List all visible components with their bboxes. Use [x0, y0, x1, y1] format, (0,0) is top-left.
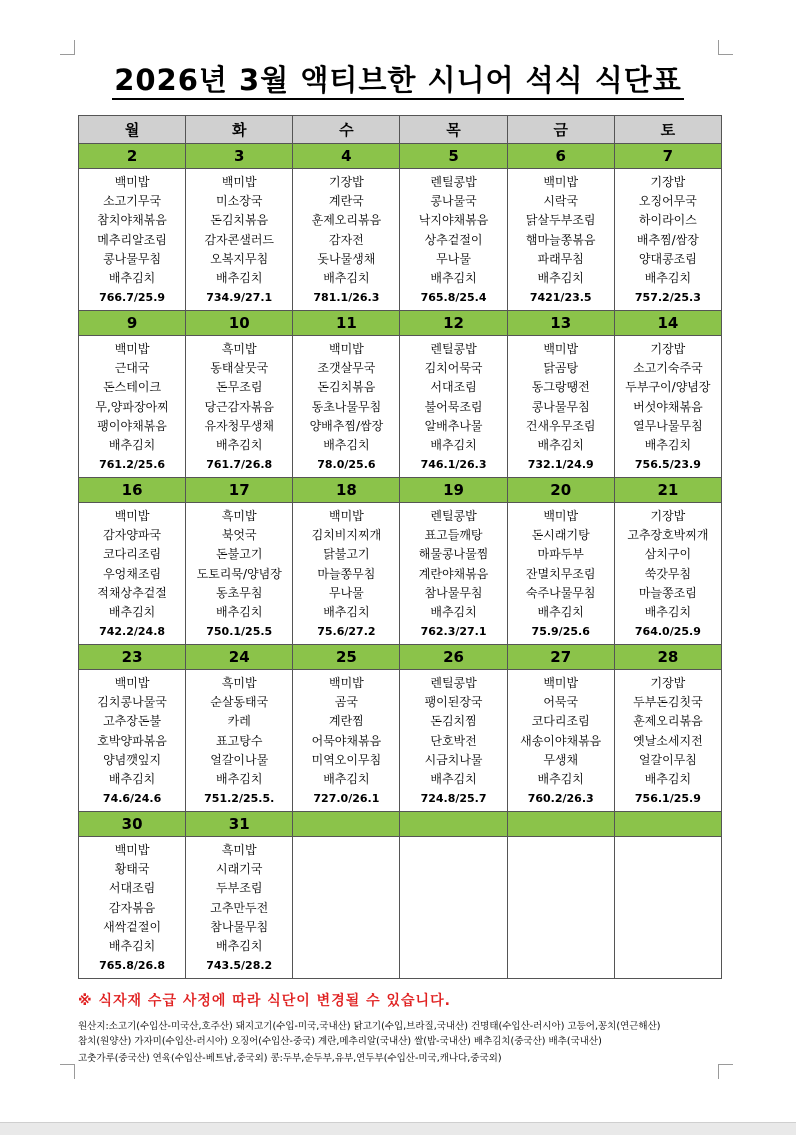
menu-item: 카레 — [227, 714, 251, 729]
date-cell: 13 — [507, 311, 614, 336]
menu-item: 기장밥 — [650, 676, 686, 690]
meal-cell — [507, 336, 614, 478]
date-cell: 17 — [186, 478, 293, 503]
menu-item: 렌틸콩밥 — [430, 509, 477, 523]
menu-item: 백미밥 — [114, 175, 150, 189]
meal-cell — [614, 837, 721, 979]
menu-item: 백미밥 — [221, 175, 257, 189]
menu-item: 건새우무조림 — [525, 418, 596, 433]
menu-item: 햄마늘쫑볶음 — [525, 232, 596, 247]
date-cell: 20 — [507, 478, 614, 503]
date-row — [79, 812, 722, 837]
menu-item: 배추김치 — [323, 771, 370, 786]
menu-item: 백미밥 — [329, 509, 364, 523]
menu-item: 무,양파장아찌 — [95, 399, 169, 414]
menu-item: 무나물 — [329, 585, 364, 600]
date-cell — [400, 812, 507, 837]
date-cell: 6 — [507, 144, 614, 169]
date-cell: 30 — [79, 812, 186, 837]
calorie-protein-value: 727.0/26.1 — [313, 792, 380, 806]
menu-item: 백미밥 — [329, 676, 364, 690]
menu-item: 배추김치 — [323, 437, 370, 452]
calorie-protein-value: 756.5/23.9 — [634, 458, 701, 472]
menu-item: 기장밥 — [650, 509, 686, 523]
calorie-protein-value: 756.1/25.9 — [634, 792, 701, 806]
weekday-mon: 월 — [79, 116, 186, 144]
menu-item: 서대조림 — [430, 380, 477, 395]
menu-item: 동초나물무침 — [311, 399, 382, 414]
date-cell: 21 — [614, 478, 721, 503]
menu-item: 알배추나물 — [424, 418, 483, 433]
menu-item: 배추김치 — [323, 270, 370, 285]
meal-cell — [186, 336, 293, 478]
meal-cell — [400, 336, 507, 478]
menu-item: 서대조림 — [108, 881, 156, 896]
menu-item: 배추김치 — [537, 604, 584, 619]
meal-cell — [186, 169, 293, 311]
calorie-protein-value: 757.2/25.3 — [634, 291, 701, 305]
menu-item: 당근감자볶음 — [204, 399, 275, 414]
menu-item: 새싹겉절이 — [103, 919, 162, 934]
menu-item: 닭불고기 — [323, 547, 370, 562]
menu-item: 해물콩나물찜 — [418, 547, 489, 562]
meal-cell — [507, 837, 614, 979]
meal-row — [79, 670, 722, 812]
origin-line-1: 원산지:소고기(수입산-미국산,호주산) 돼지고기(수입-미국,국내산) 닭고기(수입,브라질,국내산) 건명태(수입산-러시아) 고등어,꽁치(연근해산) — [78, 1021, 661, 1032]
menu-item: 양념깻잎지 — [103, 752, 162, 767]
crop-mark-top-left — [60, 40, 75, 55]
calorie-protein-value: 742.2/24.8 — [99, 625, 166, 639]
meal-cell — [293, 169, 400, 311]
menu-item: 무나물 — [436, 251, 471, 266]
meal-cell — [79, 336, 186, 478]
date-cell: 2 — [79, 144, 186, 169]
date-cell: 28 — [614, 645, 721, 670]
menu-item: 돈스테이크 — [103, 380, 162, 395]
meal-cell — [400, 670, 507, 812]
date-cell: 9 — [79, 311, 186, 336]
date-row — [79, 478, 722, 503]
calorie-protein-value: 724.8/25.7 — [420, 792, 487, 806]
crop-mark-top-right — [718, 40, 733, 55]
menu-item: 콩나물무침 — [531, 399, 590, 414]
calorie-protein-value: 761.7/26.8 — [206, 458, 273, 472]
calorie-protein-value: 761.2/25.6 — [99, 458, 166, 472]
calorie-protein-value: 750.1/25.5 — [206, 625, 273, 639]
menu-item: 배추김치 — [108, 604, 156, 619]
menu-item: 황태국 — [114, 862, 150, 877]
meal-cell — [400, 503, 507, 645]
date-cell: 5 — [400, 144, 507, 169]
menu-table — [78, 115, 722, 979]
calorie-protein-value: 751.2/25.5. — [204, 792, 275, 806]
date-row — [79, 144, 722, 169]
menu-item: 팽이된장국 — [424, 695, 483, 710]
calorie-protein-value: 78.0/25.6 — [317, 458, 376, 472]
date-cell: 3 — [186, 144, 293, 169]
menu-item: 배추김치 — [644, 771, 692, 786]
menu-item: 돗나물생채 — [317, 251, 376, 266]
menu-item: 마파두부 — [537, 547, 584, 562]
menu-item: 배추김치 — [216, 771, 263, 786]
menu-item: 배추김치 — [108, 270, 156, 285]
menu-item: 근대국 — [114, 361, 150, 376]
menu-item: 돈불고기 — [216, 547, 263, 562]
menu-item: 배추김치 — [644, 437, 692, 452]
calorie-protein-value: 764.0/25.9 — [634, 625, 701, 639]
crop-mark-bottom-left — [60, 1064, 75, 1079]
menu-item: 열무나물무침 — [633, 418, 703, 433]
notice-text: ※ 식자재 수급 사정에 따라 식단이 변경될 수 있습니다. — [78, 993, 451, 1009]
date-cell: 12 — [400, 311, 507, 336]
menu-item: 백미밥 — [114, 843, 150, 857]
menu-item: 동그랑땡전 — [531, 380, 590, 395]
menu-item: 참치야채볶음 — [97, 213, 167, 228]
menu-item: 하이라이스 — [638, 213, 697, 228]
menu-item: 양대콩조림 — [638, 251, 697, 266]
meal-cell — [614, 336, 721, 478]
meal-cell — [79, 670, 186, 812]
menu-item: 백미밥 — [114, 342, 150, 356]
menu-item: 마늘쫑조림 — [638, 585, 697, 600]
calorie-protein-value: 75.6/27.2 — [317, 625, 376, 639]
menu-item: 흑미밥 — [221, 843, 257, 857]
menu-item: 버섯야채볶음 — [633, 399, 703, 414]
meal-row — [79, 336, 722, 478]
menu-item: 낙지야채볶음 — [418, 213, 489, 228]
menu-item: 곰국 — [334, 695, 358, 710]
menu-item: 배추김치 — [108, 771, 156, 786]
weekday-wed: 수 — [293, 116, 400, 144]
menu-item: 배추김치 — [323, 604, 370, 619]
meal-cell — [614, 503, 721, 645]
menu-item: 새송이야채볶음 — [520, 733, 602, 748]
menu-item: 미역오이무침 — [311, 752, 382, 767]
menu-item: 고추만두전 — [210, 900, 269, 915]
menu-item: 소고기숙주국 — [633, 361, 703, 376]
menu-item: 얼갈이나물 — [210, 752, 269, 767]
menu-item: 순살동태국 — [210, 695, 269, 710]
meal-cell — [293, 670, 400, 812]
calorie-protein-value: 743.5/28.2 — [206, 959, 273, 973]
menu-item: 배추김치 — [644, 604, 692, 619]
menu-item: 계란야채볶음 — [418, 566, 489, 581]
weekday-sat: 토 — [614, 116, 721, 144]
menu-item: 감자양파국 — [103, 528, 162, 543]
menu-item: 두부구이/양념장 — [625, 380, 711, 395]
menu-item: 호박양파볶음 — [97, 733, 167, 748]
menu-item: 백미밥 — [543, 509, 579, 523]
date-cell: 18 — [293, 478, 400, 503]
menu-item: 팽이야채볶음 — [97, 418, 167, 433]
calorie-protein-value: 75.9/25.6 — [531, 625, 590, 639]
calorie-protein-value: 765.8/25.4 — [420, 291, 487, 305]
menu-item: 배추찜/쌈장 — [636, 232, 699, 247]
date-cell: 4 — [293, 144, 400, 169]
menu-item: 콩나물무침 — [103, 251, 162, 266]
menu-item: 배추김치 — [216, 437, 263, 452]
meal-cell — [186, 670, 293, 812]
calorie-protein-value: 766.7/25.9 — [99, 291, 166, 305]
menu-item: 흑미밥 — [221, 676, 257, 690]
menu-item: 잔멸치무조림 — [525, 566, 596, 581]
menu-item: 파래무침 — [537, 251, 584, 266]
menu-item: 동초무침 — [216, 585, 263, 600]
menu-item: 쑥갓무침 — [644, 566, 692, 581]
menu-item: 김치비지찌개 — [311, 528, 382, 543]
date-cell: 10 — [186, 311, 293, 336]
menu-item: 계란찜 — [329, 714, 364, 729]
meal-row — [79, 503, 722, 645]
date-cell: 16 — [79, 478, 186, 503]
menu-item: 소고기무국 — [103, 194, 162, 209]
date-cell: 23 — [79, 645, 186, 670]
meal-cell — [614, 169, 721, 311]
menu-item: 배추김치 — [644, 270, 692, 285]
menu-item: 마늘쫑무침 — [317, 566, 376, 581]
weekday-tue: 화 — [186, 116, 293, 144]
menu-item: 두부조림 — [216, 881, 263, 896]
menu-item: 렌틸콩밥 — [430, 676, 477, 690]
menu-item: 고추장호박찌개 — [627, 528, 709, 543]
date-cell — [293, 812, 400, 837]
meal-cell — [293, 336, 400, 478]
menu-item: 배추김치 — [537, 771, 584, 786]
weekday-thu: 목 — [400, 116, 507, 144]
menu-item: 유자청무생채 — [204, 418, 275, 433]
calorie-protein-value: 760.2/26.3 — [527, 792, 594, 806]
menu-item: 배추김치 — [216, 938, 263, 953]
menu-item: 참나물무침 — [424, 585, 483, 600]
menu-item: 렌틸콩밥 — [430, 175, 477, 189]
date-cell: 24 — [186, 645, 293, 670]
date-cell: 11 — [293, 311, 400, 336]
viewer-bottom-strip — [0, 1122, 796, 1135]
meal-cell — [79, 503, 186, 645]
menu-item: 김치어묵국 — [424, 361, 483, 376]
menu-item: 렌틸콩밥 — [430, 342, 477, 356]
meal-cell — [507, 169, 614, 311]
calorie-protein-value: 765.8/26.8 — [99, 959, 166, 973]
menu-item: 배추김치 — [537, 270, 584, 285]
menu-item: 배추김치 — [216, 604, 263, 619]
menu-item: 닭살두부조림 — [525, 213, 596, 228]
meal-cell — [400, 837, 507, 979]
meal-row — [79, 169, 722, 311]
crop-mark-bottom-right — [718, 1064, 733, 1079]
menu-item: 흑미밥 — [221, 342, 257, 356]
menu-item: 얼갈이무침 — [638, 752, 697, 767]
menu-item: 단호박전 — [430, 733, 477, 748]
menu-item: 백미밥 — [114, 509, 150, 523]
calorie-protein-value: 781.1/26.3 — [313, 291, 380, 305]
menu-item: 우엉채조림 — [103, 566, 162, 581]
origin-line-2: 참치(원양산) 가자미(수입산-러시아) 오징어(수입산-중국) 계란,메추리알(국내산) 쌀(밥-국내산) 배추김치(중국산) 배추(국내산) — [78, 1036, 602, 1047]
meal-cell — [507, 670, 614, 812]
menu-item: 고추장돈불 — [103, 714, 162, 729]
menu-item: 훈제오리볶음 — [311, 213, 382, 228]
menu-item: 표고들깨탕 — [424, 528, 483, 543]
meal-cell — [79, 169, 186, 311]
meal-cell — [507, 503, 614, 645]
menu-item: 상추겉절이 — [424, 232, 483, 247]
date-cell — [507, 812, 614, 837]
date-cell: 19 — [400, 478, 507, 503]
title-text: 2026년 3월 액티브한 시니어 석식 식단표 — [112, 63, 684, 100]
menu-item: 숙주나물무침 — [525, 585, 596, 600]
menu-item: 코다리조림 — [531, 714, 590, 729]
calorie-protein-value: 7421/23.5 — [529, 291, 592, 305]
page-title — [0, 58, 796, 99]
meal-cell — [293, 503, 400, 645]
date-row — [79, 311, 722, 336]
menu-item: 두부돈김칫국 — [633, 695, 703, 710]
meal-cell — [79, 837, 186, 979]
menu-item: 백미밥 — [543, 676, 579, 690]
menu-item: 돈김치볶음 — [317, 380, 376, 395]
menu-item: 표고탕수 — [216, 733, 263, 748]
menu-item: 옛날소세지전 — [633, 733, 703, 748]
calorie-protein-value: 746.1/26.3 — [420, 458, 487, 472]
menu-item: 김치콩나물국 — [97, 695, 167, 710]
menu-item: 어묵국 — [543, 695, 579, 710]
weekday-fri: 금 — [507, 116, 614, 144]
menu-item: 양배추찜/쌈장 — [309, 418, 384, 433]
menu-item: 백미밥 — [329, 342, 364, 356]
date-cell: 7 — [614, 144, 721, 169]
origin-line-3: 고춧가루(중국산) 연육(수입산-베트남,중국외) 콩:두부,순두부,유부,연두부(수입산-미국,캐나다,중국외) — [78, 1053, 502, 1064]
menu-item: 돈김치찜 — [430, 714, 477, 729]
menu-item: 기장밥 — [650, 175, 686, 189]
menu-item: 조갯살무국 — [317, 361, 376, 376]
menu-item: 흑미밥 — [221, 509, 257, 523]
calorie-protein-value: 732.1/24.9 — [527, 458, 594, 472]
calorie-protein-value: 734.9/27.1 — [206, 291, 273, 305]
date-cell: 26 — [400, 645, 507, 670]
menu-item: 감자전 — [329, 232, 364, 247]
date-cell: 25 — [293, 645, 400, 670]
date-cell: 31 — [186, 812, 293, 837]
meal-cell — [614, 670, 721, 812]
meal-cell — [400, 169, 507, 311]
menu-item: 배추김치 — [430, 604, 477, 619]
meal-cell — [186, 503, 293, 645]
menu-item: 돈시래기탕 — [531, 528, 590, 543]
menu-item: 무생채 — [543, 752, 579, 767]
menu-item: 배추김치 — [108, 938, 156, 953]
menu-item: 적채상추겉절 — [97, 585, 167, 600]
menu-item: 배추김치 — [430, 771, 477, 786]
calorie-protein-value: 762.3/27.1 — [420, 625, 487, 639]
menu-item: 미소장국 — [216, 194, 263, 209]
date-row — [79, 645, 722, 670]
menu-item: 배추김치 — [430, 270, 477, 285]
menu-item: 감자콘샐러드 — [204, 232, 275, 247]
menu-item: 동태살뭇국 — [210, 361, 269, 376]
date-cell: 27 — [507, 645, 614, 670]
menu-item: 배추김치 — [537, 437, 584, 452]
menu-item: 배추김치 — [108, 437, 156, 452]
menu-item: 기장밥 — [650, 342, 686, 356]
menu-item: 백미밥 — [543, 175, 579, 189]
menu-item: 배추김치 — [430, 437, 477, 452]
menu-item: 오복지무침 — [210, 251, 269, 266]
menu-item: 계란국 — [329, 194, 364, 209]
menu-item: 북엇국 — [221, 528, 257, 543]
menu-item: 삼치구이 — [644, 547, 692, 562]
menu-item: 도토리묵/양념장 — [196, 566, 282, 581]
menu-item: 시래기국 — [216, 862, 263, 877]
menu-item: 참나물무침 — [210, 919, 269, 934]
menu-item: 코다리조림 — [103, 547, 162, 562]
menu-item: 오징어무국 — [638, 194, 697, 209]
menu-item: 불어묵조림 — [424, 399, 483, 414]
date-cell: 14 — [614, 311, 721, 336]
menu-item: 백미밥 — [543, 342, 579, 356]
menu-item: 메추리알조림 — [97, 232, 167, 247]
menu-item: 닭곰탕 — [543, 361, 579, 376]
menu-item: 훈제오리볶음 — [633, 714, 703, 729]
menu-item: 감자볶음 — [108, 900, 156, 915]
menu-item: 백미밥 — [114, 676, 150, 690]
date-cell — [614, 812, 721, 837]
menu-item: 기장밥 — [329, 175, 364, 189]
weekday-header-row — [79, 116, 722, 144]
menu-item: 어묵야채볶음 — [311, 733, 382, 748]
menu-item: 콩나물국 — [430, 194, 477, 209]
menu-item: 돈무조림 — [216, 380, 263, 395]
calorie-protein-value: 74.6/24.6 — [102, 792, 162, 806]
menu-item: 배추김치 — [216, 270, 263, 285]
meal-row — [79, 837, 722, 979]
menu-item: 시락국 — [543, 194, 579, 209]
meal-cell — [293, 837, 400, 979]
menu-body — [79, 144, 722, 979]
meal-cell — [186, 837, 293, 979]
menu-item: 돈김치볶음 — [210, 213, 269, 228]
menu-item: 시금치나물 — [424, 752, 483, 767]
